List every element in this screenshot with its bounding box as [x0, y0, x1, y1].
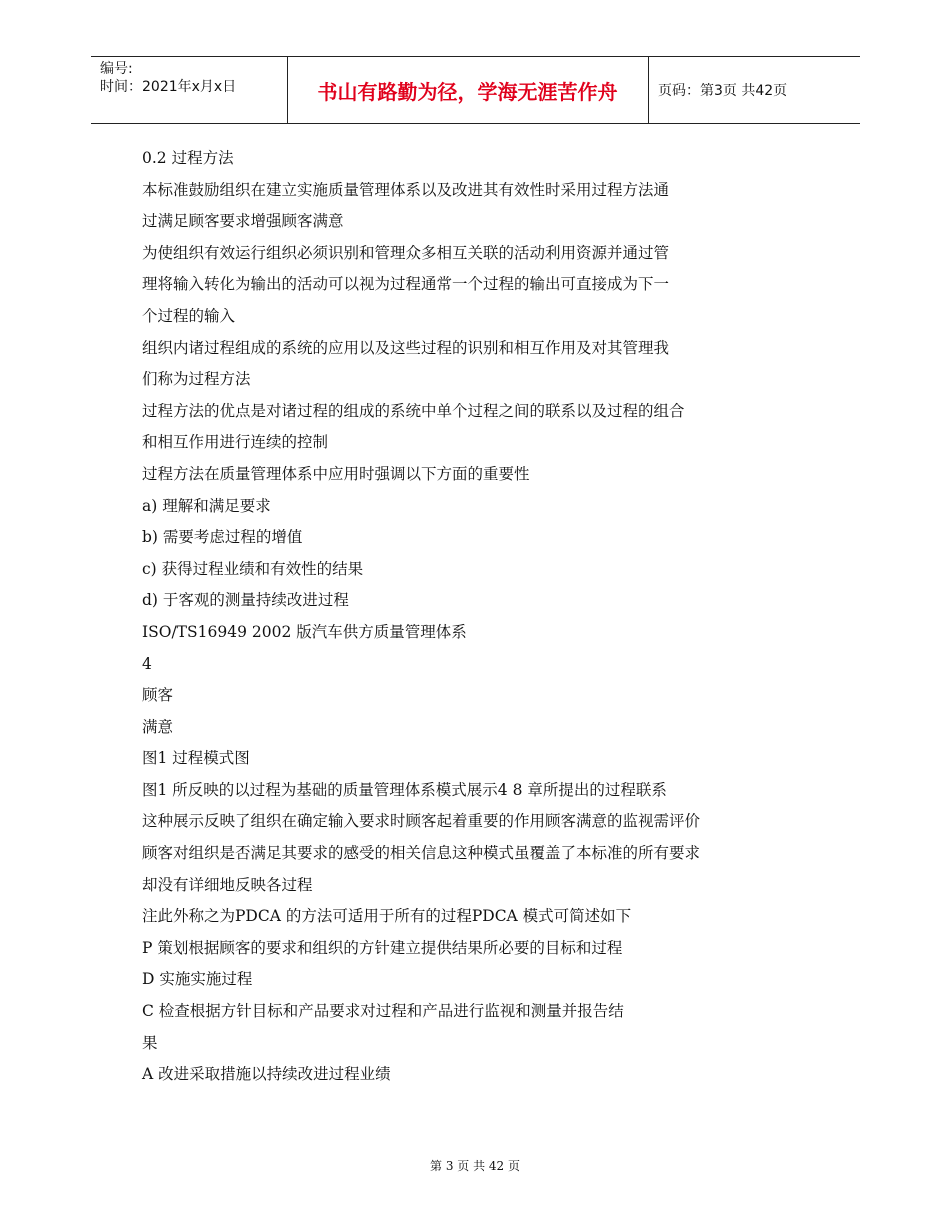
header-page-info: 页码：第3页 共42页	[658, 83, 788, 99]
document-number-label: 编号:	[100, 61, 133, 77]
paragraph-line: 们称为过程方法	[142, 370, 251, 389]
paragraph-line: 却没有详细地反映各过程	[142, 875, 313, 894]
page-footer: 第 3 页 共 42 页	[430, 1159, 520, 1173]
header-motto: 书山有路勤为径，学海无涯苦作舟	[317, 79, 618, 104]
paragraph-line: 这种展示反映了组织在确定输入要求时顾客起着重要的作用顾客满意的监视需评价	[142, 812, 701, 831]
paragraph-line: 图1 所反映的以过程为基础的质量管理体系模式展示4 8 章所提出的过程联系	[142, 780, 667, 799]
section-heading: 0.2 过程方法	[142, 149, 234, 167]
list-item: c) 获得过程业绩和有效性的结果	[142, 559, 364, 578]
page-header	[91, 56, 860, 124]
pdca-item: A 改进采取措施以持续改进过程业绩	[142, 1065, 391, 1084]
paragraph-line: 理将输入转化为输出的活动可以视为过程通常一个过程的输出可直接成为下一	[142, 275, 670, 294]
paragraph-line: 和相互作用进行连续的控制	[142, 433, 329, 452]
list-item: d) 于客观的测量持续改进过程	[142, 591, 349, 610]
paragraph-line: 顾客	[142, 686, 174, 705]
list-item: b) 需要考虑过程的增值	[142, 528, 303, 547]
pdca-item: P 策划根据顾客的要求和组织的方针建立提供结果所必要的目标和过程	[142, 938, 623, 957]
header-info	[100, 60, 290, 96]
paragraph-line: 过满足顾客要求增强顾客满意	[142, 212, 344, 231]
paragraph-line: ISO/TS16949 2002 版汽车供方质量管理体系	[142, 622, 467, 641]
paragraph-line: 顾客对组织是否满足其要求的感受的相关信息这种模式虽覆盖了本标准的所有要求	[142, 844, 701, 863]
header-divider	[648, 57, 649, 123]
paragraph-line: 过程方法的优点是对诸过程的组成的系统中单个过程之间的联系以及过程的组合	[142, 401, 685, 420]
pdca-item: C 检查根据方针目标和产品要求对过程和产品进行监视和测量并报告结	[142, 1002, 624, 1021]
paragraph-line: 过程方法在质量管理体系中应用时强调以下方面的重要性	[142, 464, 530, 483]
figure-caption: 图1 过程模式图	[142, 749, 250, 768]
pdca-item: D 实施实施过程	[142, 970, 253, 989]
document-body	[142, 143, 832, 1091]
paragraph-line: 满意	[142, 717, 174, 736]
paragraph-line: 本标准鼓励组织在建立实施质量管理体系以及改进其有效性时采用过程方法通	[142, 180, 670, 199]
paragraph-line: 组织内诸过程组成的系统的应用以及这些过程的识别和相互作用及对其管理我	[142, 338, 670, 357]
paragraph-line: 注此外称之为PDCA 的方法可适用于所有的过程PDCA 模式可简述如下	[142, 907, 632, 926]
document-time: 时间：2021年x月x日	[100, 79, 237, 95]
paragraph-line: 为使组织有效运行组织必须识别和管理众多相互关联的活动利用资源并通过管	[142, 243, 670, 262]
list-item: a) 理解和满足要求	[142, 496, 271, 515]
paragraph-line: 果	[142, 1033, 158, 1052]
paragraph-line: 个过程的输入	[142, 306, 236, 325]
paragraph-line: 4	[142, 654, 152, 673]
